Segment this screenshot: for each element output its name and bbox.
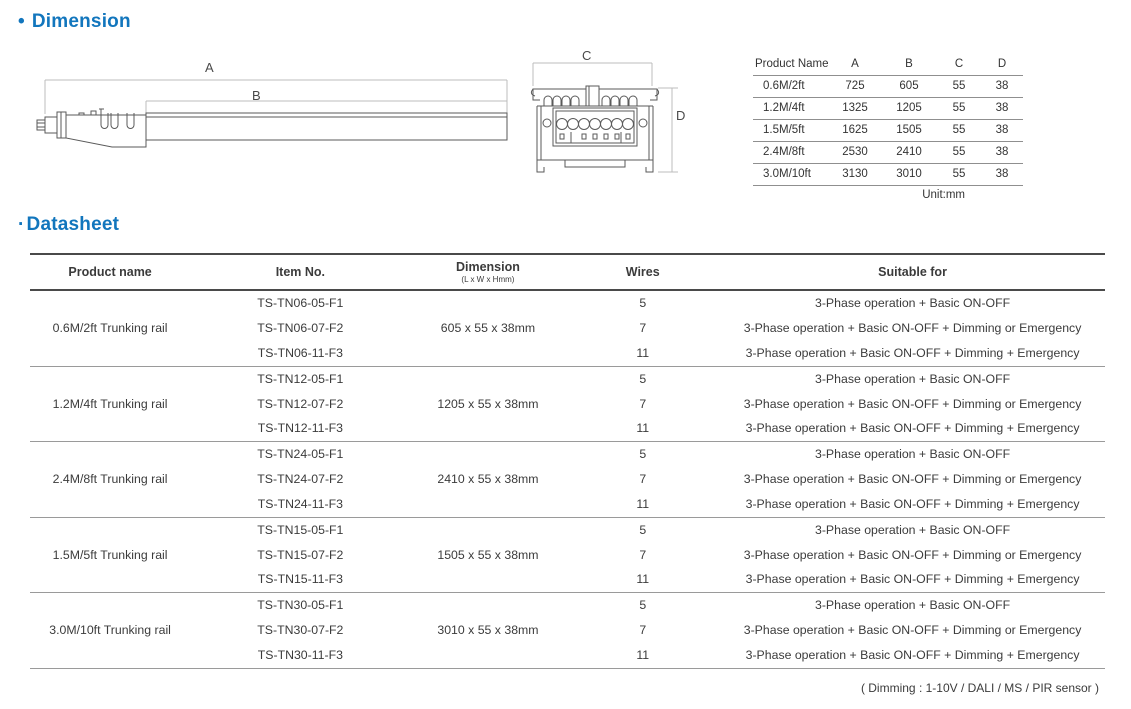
item-no-stack — [190, 442, 410, 517]
item-no-stack — [190, 367, 410, 442]
dim-value: 1205 — [881, 97, 937, 119]
suitable-for-cell: 3-Phase operation + Basic ON-OFF + Dimming + Emergency — [745, 572, 1080, 587]
dim-value: 55 — [937, 119, 981, 141]
dim-table-header-row — [753, 53, 1023, 75]
dim-value: 55 — [937, 75, 981, 97]
header-item-no: Item No. — [275, 265, 326, 279]
suitable-for-cell: 3-Phase operation + Basic ON-OFF + Dimming + Emergency — [745, 421, 1080, 436]
dim-value: 55 — [937, 163, 981, 185]
header-suitable-for: Suitable for — [878, 265, 947, 279]
dim-label-d: D — [676, 108, 686, 123]
dim-value: 55 — [937, 141, 981, 163]
dim-value: 3130 — [829, 163, 881, 185]
dim-table-header-0: Product Name — [753, 53, 829, 75]
header-product-name: Product name — [68, 265, 152, 279]
dim-value: 725 — [829, 75, 881, 97]
dim-product-name: 1.2M/4ft — [753, 97, 829, 119]
item-no-cell: TS-TN30-05-F1 — [257, 598, 344, 613]
suitable-for-stack — [720, 291, 1105, 366]
wires-stack — [565, 518, 720, 593]
unit-note: Unit:mm — [922, 188, 965, 201]
dimension-cell: 3010 x 55 x 38mm — [437, 623, 539, 638]
dim-value: 38 — [981, 75, 1023, 97]
table-group — [30, 291, 1105, 367]
dim-value: 3010 — [881, 163, 937, 185]
dim-table-header-3: C — [937, 53, 981, 75]
suitable-for-cell: 3-Phase operation + Basic ON-OFF — [815, 371, 1011, 386]
dim-value: 1505 — [881, 119, 937, 141]
suitable-for-cell: 3-Phase operation + Basic ON-OFF + Dimming or Emergency — [743, 396, 1082, 411]
dim-value: 605 — [881, 75, 937, 97]
dim-table-row — [753, 141, 1023, 163]
suitable-for-stack — [720, 518, 1105, 593]
datasheet-section-title — [18, 214, 119, 236]
suitable-for-cell: 3-Phase operation + Basic ON-OFF + Dimming + Emergency — [745, 647, 1080, 662]
dimension-section-title — [18, 11, 131, 33]
dim-product-name: 0.6M/2ft — [753, 75, 829, 97]
suitable-for-stack — [720, 367, 1105, 442]
wires-cell: 11 — [636, 496, 650, 511]
dimension-title-text: Dimension — [31, 11, 131, 32]
item-no-stack — [190, 593, 410, 668]
dim-value: 1325 — [829, 97, 881, 119]
item-no-cell: TS-TN12-07-F2 — [257, 396, 344, 411]
dimension-cell: 1205 x 55 x 38mm — [437, 396, 539, 411]
bullet-icon: • — [18, 11, 25, 32]
wires-cell: 11 — [636, 647, 650, 662]
suitable-for-cell: 3-Phase operation + Basic ON-OFF + Dimming or Emergency — [743, 321, 1082, 336]
item-no-cell: TS-TN15-05-F1 — [257, 522, 344, 537]
dim-table-row — [753, 119, 1023, 141]
wires-cell: 5 — [639, 371, 647, 386]
suitable-for-cell: 3-Phase operation + Basic ON-OFF — [815, 296, 1011, 311]
wires-cell: 11 — [636, 345, 650, 360]
item-no-cell: TS-TN12-11-F3 — [257, 421, 343, 436]
wires-cell: 11 — [636, 421, 650, 436]
side-view-svg — [35, 58, 515, 153]
dim-value: 38 — [981, 97, 1023, 119]
datasheet-title-text: Datasheet — [26, 214, 120, 235]
item-no-cell: TS-TN24-05-F1 — [257, 447, 344, 462]
wires-cell: 7 — [639, 547, 647, 562]
dim-table-header-2: B — [881, 53, 937, 75]
dim-label-a: A — [205, 60, 214, 75]
item-no-stack — [190, 518, 410, 593]
suitable-for-cell: 3-Phase operation + Basic ON-OFF + Dimming or Emergency — [743, 472, 1082, 487]
item-no-cell: TS-TN24-11-F3 — [257, 496, 343, 511]
item-no-cell: TS-TN30-07-F2 — [257, 623, 344, 638]
wires-stack — [565, 593, 720, 668]
dim-table-header-1: A — [829, 53, 881, 75]
wires-cell: 11 — [636, 572, 650, 587]
product-name-cell: 3.0M/10ft Trunking rail — [49, 623, 171, 638]
product-name-cell: 2.4M/8ft Trunking rail — [52, 472, 168, 487]
dim-table-header-4: D — [981, 53, 1023, 75]
dimension-cell: 605 x 55 x 38mm — [440, 321, 536, 336]
datasheet-table — [30, 253, 1105, 669]
wires-cell: 7 — [639, 396, 647, 411]
suitable-for-cell: 3-Phase operation + Basic ON-OFF + Dimming + Emergency — [745, 496, 1080, 511]
dim-label-b: B — [252, 88, 261, 103]
dim-value: 38 — [981, 141, 1023, 163]
wires-cell: 5 — [639, 447, 647, 462]
item-no-cell: TS-TN12-05-F1 — [257, 371, 344, 386]
bullet-icon: · — [18, 214, 25, 235]
cross-section-drawing — [520, 48, 695, 183]
dim-value: 1625 — [829, 119, 881, 141]
wires-cell: 5 — [639, 296, 647, 311]
header-wires: Wires — [625, 265, 660, 279]
wires-cell: 7 — [639, 623, 647, 638]
table-group — [30, 593, 1105, 669]
dim-label-c: C — [582, 48, 592, 63]
item-no-cell: TS-TN24-07-F2 — [257, 472, 344, 487]
dim-value: 38 — [981, 119, 1023, 141]
dim-product-name: 1.5M/5ft — [753, 119, 829, 141]
side-view-drawing — [35, 58, 515, 153]
dimming-footnote: ( Dimming : 1-10V / DALI / MS / PIR sensor ) — [860, 681, 1099, 695]
suitable-for-cell: 3-Phase operation + Basic ON-OFF + Dimming or Emergency — [743, 547, 1082, 562]
product-name-cell: 1.5M/5ft Trunking rail — [52, 547, 168, 562]
header-dimension: Dimension (L x W x Hmm) — [455, 260, 520, 284]
product-name-cell: 1.2M/4ft Trunking rail — [52, 396, 168, 411]
suitable-for-cell: 3-Phase operation + Basic ON-OFF + Dimming + Emergency — [745, 345, 1080, 360]
dim-table-row — [753, 163, 1023, 185]
cross-section-svg — [520, 48, 695, 183]
table-group — [30, 442, 1105, 518]
dim-table-row — [753, 97, 1023, 119]
table-group — [30, 518, 1105, 594]
item-no-cell: TS-TN06-07-F2 — [257, 321, 344, 336]
suitable-for-cell: 3-Phase operation + Basic ON-OFF — [815, 447, 1011, 462]
dim-table-row — [753, 75, 1023, 97]
wires-stack — [565, 442, 720, 517]
suitable-for-cell: 3-Phase operation + Basic ON-OFF + Dimming or Emergency — [743, 623, 1082, 638]
header-dimension-sub: (L x W x Hmm) — [461, 275, 515, 284]
dim-value: 38 — [981, 163, 1023, 185]
wires-cell: 5 — [639, 598, 647, 613]
dim-value: 2410 — [881, 141, 937, 163]
product-name-cell: 0.6M/2ft Trunking rail — [52, 321, 168, 336]
suitable-for-cell: 3-Phase operation + Basic ON-OFF — [815, 598, 1011, 613]
wires-cell: 7 — [639, 321, 647, 336]
wires-cell: 5 — [639, 522, 647, 537]
suitable-for-stack — [720, 442, 1105, 517]
dim-product-name: 3.0M/10ft — [753, 163, 829, 185]
dim-product-name: 2.4M/8ft — [753, 141, 829, 163]
wires-cell: 7 — [639, 472, 647, 487]
wires-stack — [565, 367, 720, 442]
item-no-cell: TS-TN30-11-F3 — [257, 647, 343, 662]
dim-value: 55 — [937, 97, 981, 119]
suitable-for-cell: 3-Phase operation + Basic ON-OFF — [815, 522, 1011, 537]
dim-value: 2530 — [829, 141, 881, 163]
dimension-cell: 2410 x 55 x 38mm — [437, 472, 539, 487]
item-no-cell: TS-TN06-05-F1 — [257, 296, 344, 311]
item-no-stack — [190, 291, 410, 366]
item-no-cell: TS-TN15-11-F3 — [257, 572, 343, 587]
wires-stack — [565, 291, 720, 366]
item-no-cell: TS-TN15-07-F2 — [257, 547, 344, 562]
dimension-cell: 1505 x 55 x 38mm — [437, 547, 539, 562]
item-no-cell: TS-TN06-11-F3 — [257, 345, 343, 360]
datasheet-header-row — [30, 253, 1105, 291]
datasheet-body — [30, 291, 1105, 669]
table-group — [30, 367, 1105, 443]
dimension-table — [753, 53, 1023, 201]
suitable-for-stack — [720, 593, 1105, 668]
